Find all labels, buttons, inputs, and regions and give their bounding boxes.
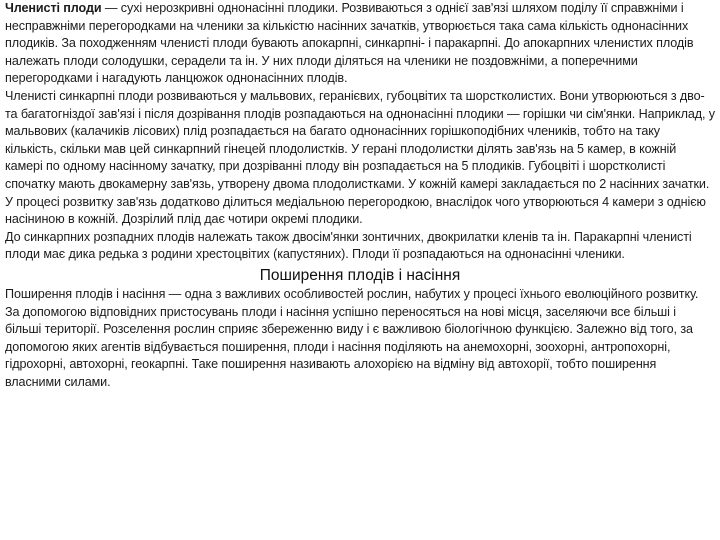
section-heading-dispersal: Поширення плодів і насіння (259, 266, 461, 284)
paragraph-schizocarpic-fruits: До синкарпних розпадних плодів належать також двосім'янки зонтичних, двокрилатки кленів та ін. Паракарпні членисті плоди має дика редька з родини хрестоцвітих (капустяних). Плоди її розпадаються на однонасінні членики. (5, 229, 692, 262)
paragraph-dispersal: Поширення плодів і насіння — одна з важливих особливостей рослин, набутих у процесі їхнього еволюційного розвитку. За допомогою відповідних пристосувань плоди і насіння успішно переносяться на нові місця, заселяючи все більші і більші території. Розселення рослин сприяє збереженню виду і є важливою біологічною функцією. Залежно від того, за допомогою яких агентів відбувається поширення, плоди і насіння поділяють на анемохорні, зоохорні, антропохорні, гідрохорні, автохорні, геокарпні. Таке поширення називають алохорією на відміну від автохорії, тобто поширення власними силами. (5, 286, 699, 389)
term-jointed-fruits: Членисті плоди (5, 1, 102, 15)
paragraph-jointed-fruits (5, 0, 715, 88)
paragraph-jointed-fruits-text: — сухі нерозкривні однонасінні плодики. Розвиваються з однієї зав'язі шляхом поділу її справжніми і несправжніми перегородками на членики за кількістю насінних зачатків, утворюється така сама кількість однонасінних плодиків. За походженням членисті плоди бувають апокарпні, синкарпні- і паракарпні. До апокарпних членистих плодів належать плоди солодушки, серадели та ін. У них плоди діляться на членики не поздовжніми, а поперечними перегородками і нагадують ланцюжок однонасінних плодів. (5, 1, 694, 86)
paragraph-syncarpous-fruits: Членисті синкарпні плоди розвиваються у мальвових, геранієвих, губоцвітих та шорстколистих. Вони утворюються з дво- та багатогніздої зав'язі і після дозрівання плодів розпадаються на однонасінні плодики — горішки чи сім'янки. Наприклад, у мальвових (калачиків лісових) плід розпадається на багато однонасінних горішкоподібних члеників, тобто на таку кількість, скільки мав цей синкарпний гінецей плодолистків. У герані плодолистки ділять зав'язь на 5 камер, в кожній камері по одному насінному зачатку, при дозріванні плоду він розпадається на 5 плодиків. Губоцвіті і шорстколисті спочатку мають двокамерну зав'язь, утворену двома плодолистками. У кожній камері закладається по 2 насінних зачатки. У процесі розвитку зав'язь додатково ділиться медіальною перегородкою, внаслідок чого утворюються 4 камери з однією насіниною в кожній. Дозрілий плід дає чотири окремі плодики. (5, 88, 715, 227)
